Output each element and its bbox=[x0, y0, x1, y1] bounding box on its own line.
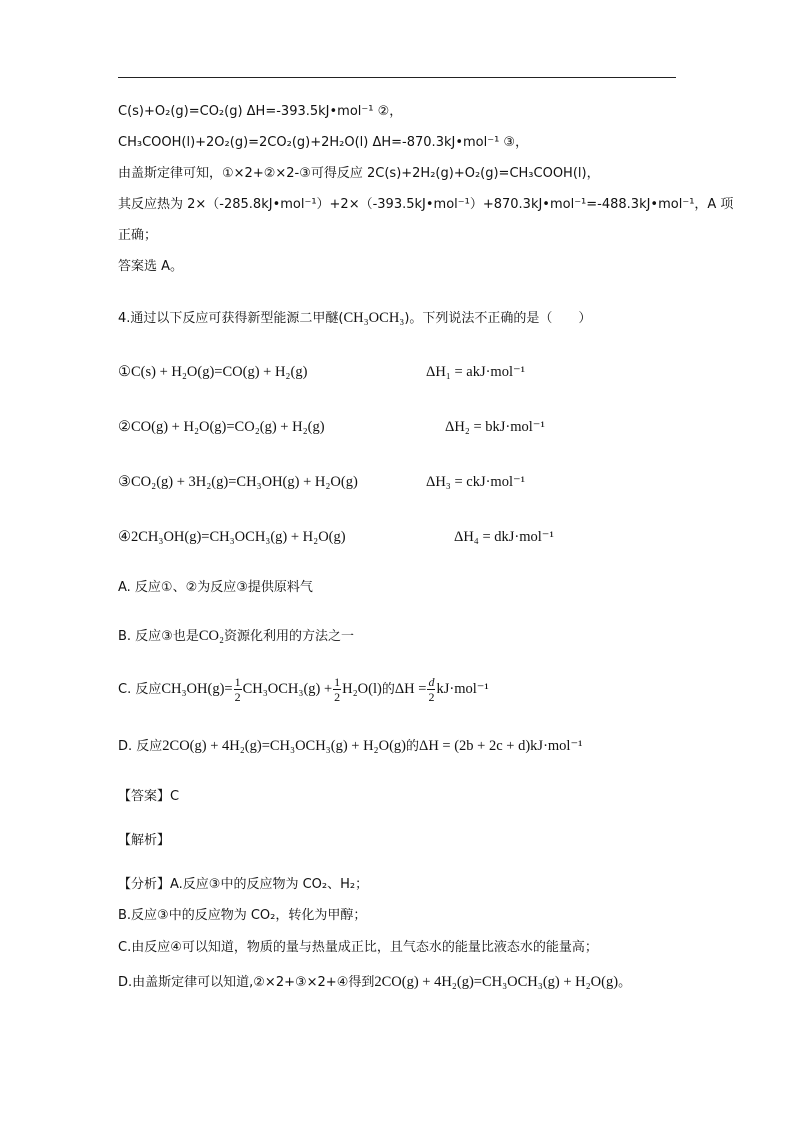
reaction-3 bbox=[118, 473, 525, 491]
reaction-3-enthalpy: ΔH₃ = ckJ·mol⁻¹ bbox=[426, 474, 525, 490]
analysis-line-a: 【分析】A.反应③中的反应物为 CO₂、H₂； bbox=[118, 877, 369, 892]
option-a: A. 反应①、②为反应③提供原料气 bbox=[118, 580, 313, 595]
analysis-line-d-equation: 2CO(g) + 4H₂(g)=CH₃OCH₃(g) + H₂O(g) bbox=[374, 974, 619, 990]
analysis-line-c: C.由反应④可以知道，物质的量与热量成正比，且气态水的能量比液态水的能量高； bbox=[118, 940, 598, 955]
reaction-4-equation: ④2CH₃OH(g)=CH₃OCH₃(g) + H₂O(g) bbox=[118, 529, 346, 545]
option-d-delta-h: ΔH = (2b + 2c + d)kJ·mol⁻¹ bbox=[419, 738, 583, 754]
option-c-delta-h: ΔH = bbox=[394, 681, 427, 697]
header-rule bbox=[118, 77, 676, 78]
fraction-denominator: 2 bbox=[428, 690, 435, 704]
option-c bbox=[118, 672, 489, 707]
analysis-line-d-post: 。 bbox=[618, 975, 632, 990]
reaction-2-enthalpy: ΔH₂ = bkJ·mol⁻¹ bbox=[445, 419, 545, 435]
fraction-numerator: 1 bbox=[234, 675, 241, 689]
option-d-equation: 2CO(g) + 4H₂(g)=CH₃OCH₃(g) + H₂O(g) bbox=[162, 738, 406, 754]
question-stem-post: )。下列说法不正确的是（ ） bbox=[404, 311, 592, 326]
fraction-denominator: 2 bbox=[334, 690, 341, 704]
question-stem bbox=[118, 309, 591, 328]
reaction-1-enthalpy: ΔH₁ = akJ·mol⁻¹ bbox=[426, 364, 525, 380]
option-c-pre: C. 反应 bbox=[118, 682, 162, 697]
fraction-numerator: 1 bbox=[334, 675, 341, 689]
question-stem-pre: 4.通过以下反应可获得新型能源二甲醚( bbox=[118, 311, 344, 326]
reaction-4 bbox=[118, 528, 554, 546]
option-b-post: 资源化利用的方法之一 bbox=[224, 629, 355, 644]
reaction-4-enthalpy: ΔH₄ = dkJ·mol⁻¹ bbox=[454, 529, 554, 545]
text-line-hess-law: 由盖斯定律可知，①×2+②×2-③可得反应 2C(s)+2H₂(g)+O₂(g)=CH₃COOH(l)， bbox=[118, 166, 600, 181]
reaction-2 bbox=[118, 418, 545, 436]
analysis-line-b: B.反应③中的反应物为 CO₂，转化为甲醇； bbox=[118, 908, 367, 923]
option-c-eq-2: CH₃OCH₃(g) + bbox=[242, 681, 333, 697]
reaction-1-equation: ①C(s) + H₂O(g)=CO(g) + H₂(g) bbox=[118, 364, 308, 380]
text-line-acetic-acid: CH₃COOH(l)+2O₂(g)=2CO₂(g)+2H₂O(l) ΔH=-870.3kJ•mol⁻¹ ③， bbox=[118, 135, 529, 150]
option-c-unit: kJ·mol⁻¹ bbox=[436, 681, 489, 697]
analysis-label: 【解析】 bbox=[118, 833, 171, 848]
option-c-fraction-half-1 bbox=[234, 676, 242, 703]
text-line-correct: 正确； bbox=[118, 228, 158, 243]
option-c-fraction-d-half bbox=[427, 676, 435, 703]
option-d bbox=[118, 737, 582, 756]
option-b bbox=[118, 627, 354, 646]
option-b-formula: CO₂ bbox=[198, 628, 225, 644]
option-c-mid: 的 bbox=[381, 682, 395, 697]
reaction-1 bbox=[118, 363, 525, 381]
fraction-denominator: 2 bbox=[234, 690, 241, 704]
fraction-numerator: d bbox=[428, 675, 435, 689]
option-d-pre: D. 反应 bbox=[118, 739, 163, 754]
option-b-pre: B. 反应③也是 bbox=[118, 629, 199, 644]
reaction-2-equation: ②CO(g) + H₂O(g)=CO₂(g) + H₂(g) bbox=[118, 419, 325, 435]
option-d-mid: 的 bbox=[405, 739, 419, 754]
text-line-c-o2: C(s)+O₂(g)=CO₂(g) ΔH=-393.5kJ•mol⁻¹ ②， bbox=[118, 104, 403, 119]
text-line-answer-a: 答案选 A。 bbox=[118, 259, 184, 274]
option-c-eq-1: CH₃OH(g)= bbox=[161, 681, 233, 697]
question-stem-formula: CH₃OCH₃ bbox=[343, 310, 405, 326]
option-c-eq-3: H₂O(l) bbox=[342, 681, 382, 697]
option-c-fraction-half-2 bbox=[333, 676, 341, 703]
reaction-3-equation: ③CO₂(g) + 3H₂(g)=CH₃OH(g) + H₂O(g) bbox=[118, 474, 358, 490]
answer-label: 【答案】C bbox=[118, 789, 180, 804]
analysis-line-d-pre: D.由盖斯定律可以知道,②×2+③×2+④得到 bbox=[118, 975, 375, 990]
analysis-line-d bbox=[118, 973, 631, 992]
text-line-reaction-heat: 其反应热为 2×（-285.8kJ•mol⁻¹）+2×（-393.5kJ•mol⁻¹）+870.3kJ•mol⁻¹=-488.3kJ•mol⁻¹，A 项 bbox=[118, 197, 734, 212]
